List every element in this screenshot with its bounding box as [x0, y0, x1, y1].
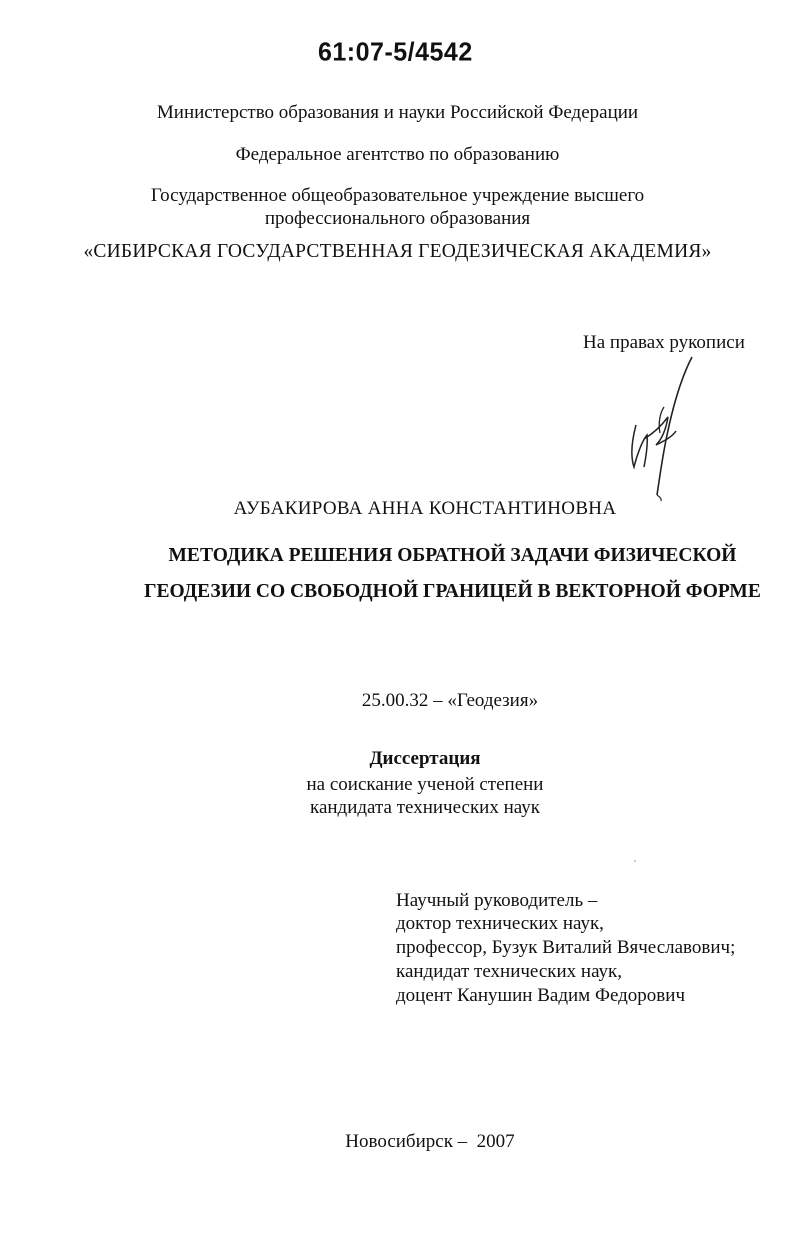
author-name: АУБАКИРОВА АННА КОНСТАНТИНОВНА [233, 498, 617, 519]
supervisor-line-2: доктор технических наук, [396, 913, 604, 934]
dissertation-degree-line-2: кандидата технических наук [310, 797, 540, 818]
scan-speck [634, 860, 636, 862]
signature-mark [622, 355, 712, 505]
specialty-line: 25.00.32 – «Геодезия» [361, 690, 539, 711]
dissertation-heading: Диссертация [369, 748, 481, 769]
institution-line-1: Государственное общеобразовательное учреждение высшего [150, 185, 645, 206]
supervisor-line-5: доцент Канушин Вадим Федорович [396, 985, 685, 1006]
supervisor-line-4: кандидат технических наук, [396, 961, 623, 982]
dissertation-degree-line-1: на соискание ученой степени [306, 774, 544, 795]
institution-line-2: профессионального образования [264, 208, 531, 229]
manuscript-note: На правах рукописи [583, 332, 745, 353]
supervisor-line-3: профессор, Бузук Виталий Вячеславович; [396, 937, 736, 958]
city-year: Новосибирск – 2007 [345, 1131, 515, 1152]
academy-name: «СИБИРСКАЯ ГОСУДАРСТВЕННАЯ ГЕОДЕЗИЧЕСКАЯ АКАДЕМИЯ» [83, 241, 712, 262]
title-line-2: ГЕОДЕЗИИ СО СВОБОДНОЙ ГРАНИЦЕЙ В ВЕКТОРНОЙ ФОРМЕ [144, 581, 761, 602]
agency-line: Федеральное агентство по образованию [235, 144, 560, 165]
title-line-1: МЕТОДИКА РЕШЕНИЯ ОБРАТНОЙ ЗАДАЧИ ФИЗИЧЕСКОЙ [168, 545, 737, 566]
ministry-line: Министерство образования и науки Российской Федерации [156, 102, 639, 123]
catalog-code: 61:07-5/4542 [318, 37, 473, 67]
supervisor-line-1: Научный руководитель – [396, 890, 598, 911]
